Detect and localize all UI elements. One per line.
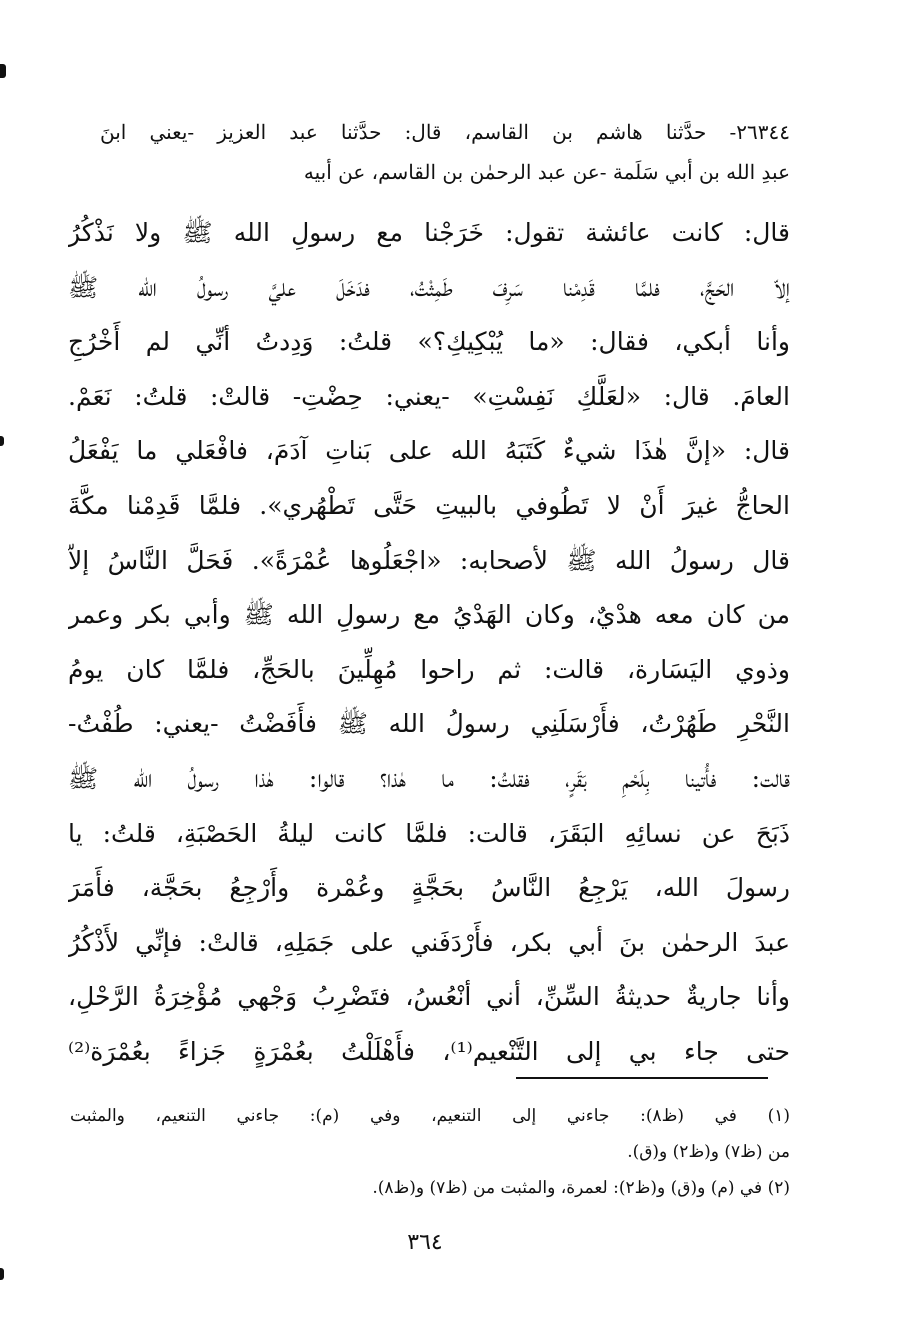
footnote-line: من (ظ٧) و(ظ٢) و(ق). xyxy=(627,1142,790,1162)
page-number: ٣٦٤ xyxy=(407,1230,443,1255)
text-line: رسولَ الله، يَرْجِعُ النَّاسُ بحَجَّةٍ وعُمْرة وأَرْجِعُ بحَجَّة، فأَمَرَ xyxy=(68,873,790,903)
footnote-line: (١) في (ظ٨): جاءني إلى التنعيم، وفي (م): جاءني التنعيم، والمثبت xyxy=(70,1106,790,1126)
scan-edge-mark xyxy=(0,1268,4,1280)
hadith-isnad xyxy=(100,112,790,192)
text-line: قال رسولُ الله ﷺ لأصحابه: «اجْعَلُوها عُمْرَةً». فَحَلَّ النَّاسُ إلاّ xyxy=(68,545,790,575)
text-line: حتى جاء بي إلى التَّنْعيم⁽¹⁾، فأَهْلَلْتُ بعُمْرَةٍ جَزاءً بعُمْرَة⁽²⁾ xyxy=(68,1036,790,1066)
text-line: إلاّ الحَجَّ، فلمَّا قَدِمْنا سَرِفَ طَمِثْتُ، فدَخَلَ عليَّ رسولُ الله ﷺ xyxy=(68,272,790,302)
text-line: ذَبَحَ عن نسائِهِ البَقَرَ، قالت: فلمَّا كانت ليلةُ الحَصْبَةِ، قلتُ: يا xyxy=(68,818,790,848)
text-line: العامَ. قال: «لعَلَّكِ نَفِسْتِ» -يعني: حِضْتِ- قالتْ: قلتُ: نَعَمْ. xyxy=(68,381,790,411)
text-line: عبدَ الرحمٰن بنَ أبي بكر، فأَرْدَفَني على جَمَلِهِ، قالتْ: فإنِّي لأَذْكُرُ xyxy=(68,927,790,957)
scan-edge-mark xyxy=(0,64,6,78)
hadith-text xyxy=(68,206,790,1080)
isnad-line: ٢٦٣٤٤- حدَّثنا هاشم بن القاسم، قال: حدَّثنا عبد العزيز -يعني ابنَ xyxy=(100,120,790,144)
scan-edge-mark xyxy=(0,436,4,446)
text-line: وأنا أبكي، فقال: «ما يُبْكِيكِ؟» قلتُ: وَدِدتُ أنِّي لم أَخْرُجِ xyxy=(68,327,790,357)
text-line: من كان معه هدْيٌ، وكان الهَدْيُ مع رسولِ الله ﷺ وأبي بكر وعمر xyxy=(68,600,790,630)
footnote-line: (٢) في (م) و(ق) و(ظ٢): لعمرة، والمثبت من (ظ٧) و(ظ٨). xyxy=(372,1178,790,1198)
footnotes xyxy=(70,1098,790,1206)
text-line: قال: كانت عائشة تقول: خَرَجْنا مع رسولِ الله ﷺ ولا نَذْكُرُ xyxy=(68,218,790,247)
text-line: وأنا جاريةٌ حديثةُ السِّنِّ، أني أنْعُسُ، فتَضْرِبُ وَجْهي مُؤْخِرَةُ الرَّحْلِ، xyxy=(68,982,790,1012)
text-line: الحاجُّ غيرَ أَنْ لا تَطُوفي بالبيتِ حَتَّى تَطْهُري». فلمَّا قَدِمْنا مكَّةَ xyxy=(68,490,790,520)
text-line: وذوي اليَسَارة، قالت: ثم راحوا مُهِلِّينَ بالحَجِّ، فلمَّا كان يومُ xyxy=(68,654,790,684)
text-line: النَّحْرِ طَهُرْتُ، فأَرْسَلَنِي رسولُ الله ﷺ فأَفَضْتُ -يعني: طُفْتُ- xyxy=(68,709,790,739)
text-line: قال: «إنَّ هٰذَا شيءٌ كَتَبَهُ الله على بَناتِ آدَمَ، فافْعَلي ما يَفْعَلُ xyxy=(68,436,790,466)
text-line: قالت: فأُتينا بِلَحْمِ بَقَرٍ، فقلتُ: ما هٰذا؟ قالوا: هٰذا رسولُ الله ﷺ xyxy=(68,763,790,793)
footnote-separator xyxy=(516,1077,768,1079)
isnad-line: عبدِ الله بن أبي سَلَمة -عن عبد الرحمٰن بن القاسم، عن أبيه xyxy=(303,160,790,184)
